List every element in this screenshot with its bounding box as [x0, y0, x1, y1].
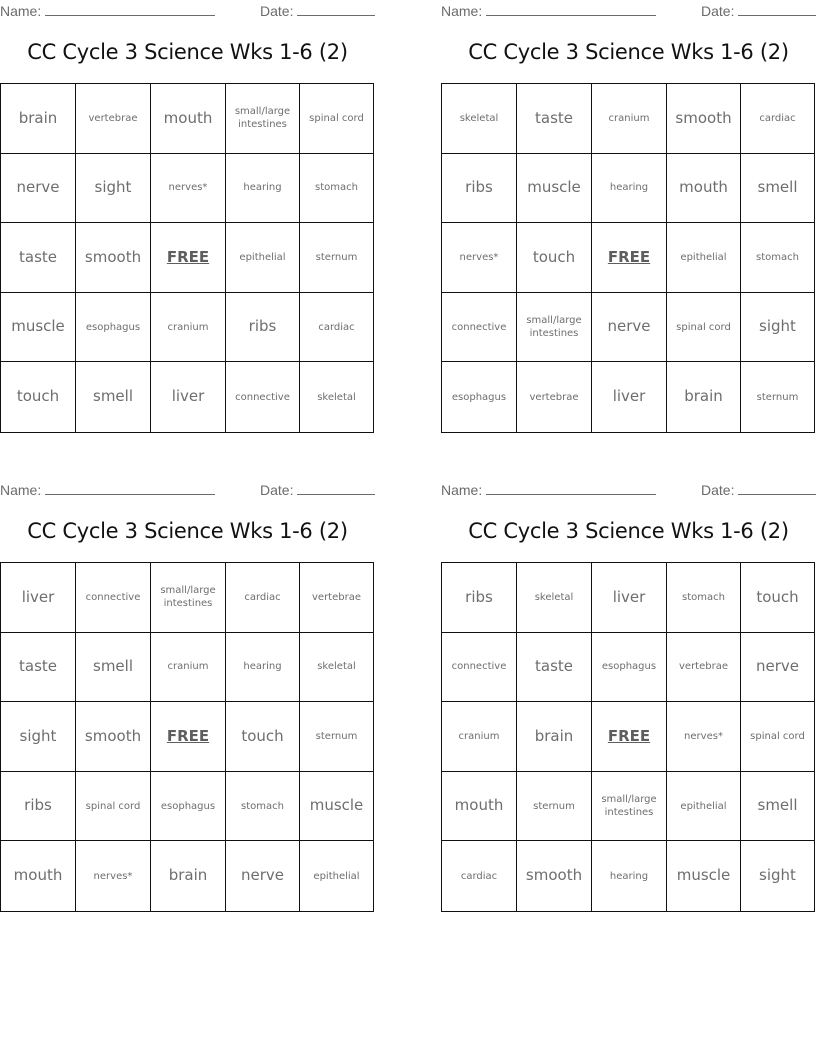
- bingo-cell: stomach: [226, 772, 300, 842]
- bingo-cell: touch: [226, 702, 300, 772]
- name-label: Name:: [0, 3, 42, 19]
- bingo-cell: smooth: [76, 702, 151, 772]
- bingo-cell: mouth: [442, 772, 517, 842]
- name-blank: [486, 481, 656, 495]
- bingo-cell: hearing: [592, 841, 667, 911]
- bingo-grid: [0, 562, 374, 912]
- free-space-cell: FREE: [592, 702, 667, 772]
- bingo-cell: mouth: [151, 84, 226, 154]
- bingo-cell: brain: [1, 84, 76, 154]
- bingo-cell: epithelial: [667, 223, 741, 293]
- bingo-cell: spinal cord: [667, 293, 741, 363]
- bingo-cell: vertebrae: [300, 563, 373, 633]
- bingo-cell: spinal cord: [76, 772, 151, 842]
- bingo-cell: cardiac: [226, 563, 300, 633]
- bingo-cell: nerve: [226, 841, 300, 911]
- bingo-cell: mouth: [667, 154, 741, 224]
- bingo-cell: ribs: [226, 293, 300, 363]
- bingo-cell: spinal cord: [741, 702, 814, 772]
- bingo-cell: sternum: [300, 223, 373, 293]
- bingo-cell: cranium: [151, 633, 226, 703]
- bingo-cell: cardiac: [442, 841, 517, 911]
- bingo-cell: connective: [442, 633, 517, 703]
- bingo-cell: liver: [592, 563, 667, 633]
- bingo-cell: nerve: [592, 293, 667, 363]
- bingo-cell: taste: [1, 223, 76, 293]
- date-label: Date:: [260, 482, 294, 498]
- bingo-cell: ribs: [442, 154, 517, 224]
- bingo-cell: small/large intestines: [151, 563, 226, 633]
- bingo-card-2: [441, 0, 816, 434]
- bingo-cell: touch: [517, 223, 592, 293]
- bingo-cell: smell: [76, 633, 151, 703]
- bingo-cell: nerves*: [667, 702, 741, 772]
- date-field: [701, 2, 816, 19]
- card-header: [441, 481, 816, 499]
- bingo-cell: sternum: [517, 772, 592, 842]
- name-field: [0, 481, 215, 498]
- bingo-cell: skeletal: [517, 563, 592, 633]
- bingo-cell: taste: [517, 84, 592, 154]
- bingo-cell: stomach: [741, 223, 814, 293]
- bingo-cell: ribs: [442, 563, 517, 633]
- bingo-cell: vertebrae: [667, 633, 741, 703]
- bingo-cell: taste: [517, 633, 592, 703]
- bingo-cell: stomach: [300, 154, 373, 224]
- bingo-cell: mouth: [1, 841, 76, 911]
- date-label: Date:: [260, 3, 294, 19]
- bingo-cell: cardiac: [300, 293, 373, 363]
- date-blank: [297, 2, 375, 16]
- bingo-cell: esophagus: [76, 293, 151, 363]
- bingo-cell: esophagus: [442, 362, 517, 432]
- date-blank: [297, 481, 375, 495]
- bingo-cell: skeletal: [300, 633, 373, 703]
- bingo-cell: liver: [1, 563, 76, 633]
- card-title: CC Cycle 3 Science Wks 1-6 (2): [468, 519, 789, 543]
- name-blank: [45, 481, 215, 495]
- bingo-cell: brain: [151, 841, 226, 911]
- name-field: [441, 481, 656, 498]
- bingo-cell: ribs: [1, 772, 76, 842]
- bingo-cell: smell: [741, 154, 814, 224]
- bingo-cell: epithelial: [667, 772, 741, 842]
- bingo-cell: muscle: [517, 154, 592, 224]
- bingo-cell: smooth: [517, 841, 592, 911]
- bingo-cell: cranium: [442, 702, 517, 772]
- bingo-cell: nerves*: [442, 223, 517, 293]
- date-label: Date:: [701, 3, 735, 19]
- bingo-cell: sight: [1, 702, 76, 772]
- bingo-cell: touch: [741, 563, 814, 633]
- name-label: Name:: [441, 3, 483, 19]
- card-header: [0, 481, 375, 499]
- bingo-cell: small/large intestines: [517, 293, 592, 363]
- date-field: [260, 481, 375, 498]
- name-label: Name:: [441, 482, 483, 498]
- bingo-cell: epithelial: [226, 223, 300, 293]
- bingo-grid: [441, 562, 815, 912]
- bingo-cell: smooth: [76, 223, 151, 293]
- date-blank: [738, 481, 816, 495]
- free-space-cell: FREE: [151, 702, 226, 772]
- bingo-cell: sight: [76, 154, 151, 224]
- bingo-cell: cranium: [592, 84, 667, 154]
- bingo-cell: muscle: [667, 841, 741, 911]
- bingo-cell: sternum: [300, 702, 373, 772]
- bingo-cell: liver: [151, 362, 226, 432]
- bingo-grid: [0, 83, 374, 433]
- bingo-cell: liver: [592, 362, 667, 432]
- bingo-cell: hearing: [592, 154, 667, 224]
- bingo-cell: small/large intestines: [592, 772, 667, 842]
- bingo-cell: esophagus: [151, 772, 226, 842]
- bingo-cell: spinal cord: [300, 84, 373, 154]
- card-header: [0, 2, 375, 20]
- bingo-card-4: [441, 479, 816, 913]
- date-blank: [738, 2, 816, 16]
- bingo-cell: nerves*: [76, 841, 151, 911]
- bingo-cell: nerve: [1, 154, 76, 224]
- bingo-cell: connective: [76, 563, 151, 633]
- bingo-cell: hearing: [226, 154, 300, 224]
- bingo-cell: vertebrae: [517, 362, 592, 432]
- bingo-cell: hearing: [226, 633, 300, 703]
- bingo-cell: smell: [76, 362, 151, 432]
- bingo-cell: nerves*: [151, 154, 226, 224]
- date-field: [260, 2, 375, 19]
- card-title: CC Cycle 3 Science Wks 1-6 (2): [27, 40, 348, 64]
- card-title: CC Cycle 3 Science Wks 1-6 (2): [468, 40, 789, 64]
- bingo-cell: skeletal: [442, 84, 517, 154]
- bingo-cell: esophagus: [592, 633, 667, 703]
- bingo-cell: brain: [517, 702, 592, 772]
- bingo-cell: nerve: [741, 633, 814, 703]
- bingo-cell: epithelial: [313, 870, 360, 882]
- bingo-cell: cranium: [151, 293, 226, 363]
- bingo-cell: cardiac: [741, 84, 814, 154]
- bingo-cell: muscle: [1, 293, 76, 363]
- bingo-grid: [441, 83, 815, 433]
- name-label: Name:: [0, 482, 42, 498]
- bingo-cell: sight: [759, 866, 796, 885]
- bingo-cell: smell: [741, 772, 814, 842]
- name-field: [441, 2, 656, 19]
- name-blank: [45, 2, 215, 16]
- bingo-cell: muscle: [300, 772, 373, 842]
- bingo-card-3: [0, 479, 375, 913]
- bingo-cell: small/large intestines: [226, 84, 300, 154]
- date-label: Date:: [701, 482, 735, 498]
- name-blank: [486, 2, 656, 16]
- bingo-cell: connective: [226, 362, 300, 432]
- bingo-cell: touch: [1, 362, 76, 432]
- bingo-cell: taste: [1, 633, 76, 703]
- free-space-cell: FREE: [592, 223, 667, 293]
- bingo-cell: skeletal: [317, 391, 356, 403]
- bingo-cell: smooth: [667, 84, 741, 154]
- bingo-cell: vertebrae: [76, 84, 151, 154]
- bingo-cell: stomach: [667, 563, 741, 633]
- bingo-cell: brain: [667, 362, 741, 432]
- free-space-cell: FREE: [151, 223, 226, 293]
- card-title: CC Cycle 3 Science Wks 1-6 (2): [27, 519, 348, 543]
- bingo-cell: sight: [741, 293, 814, 363]
- date-field: [701, 481, 816, 498]
- bingo-cell: connective: [442, 293, 517, 363]
- name-field: [0, 2, 215, 19]
- card-header: [441, 2, 816, 20]
- bingo-card-1: [0, 0, 375, 434]
- bingo-cell: sternum: [756, 391, 799, 403]
